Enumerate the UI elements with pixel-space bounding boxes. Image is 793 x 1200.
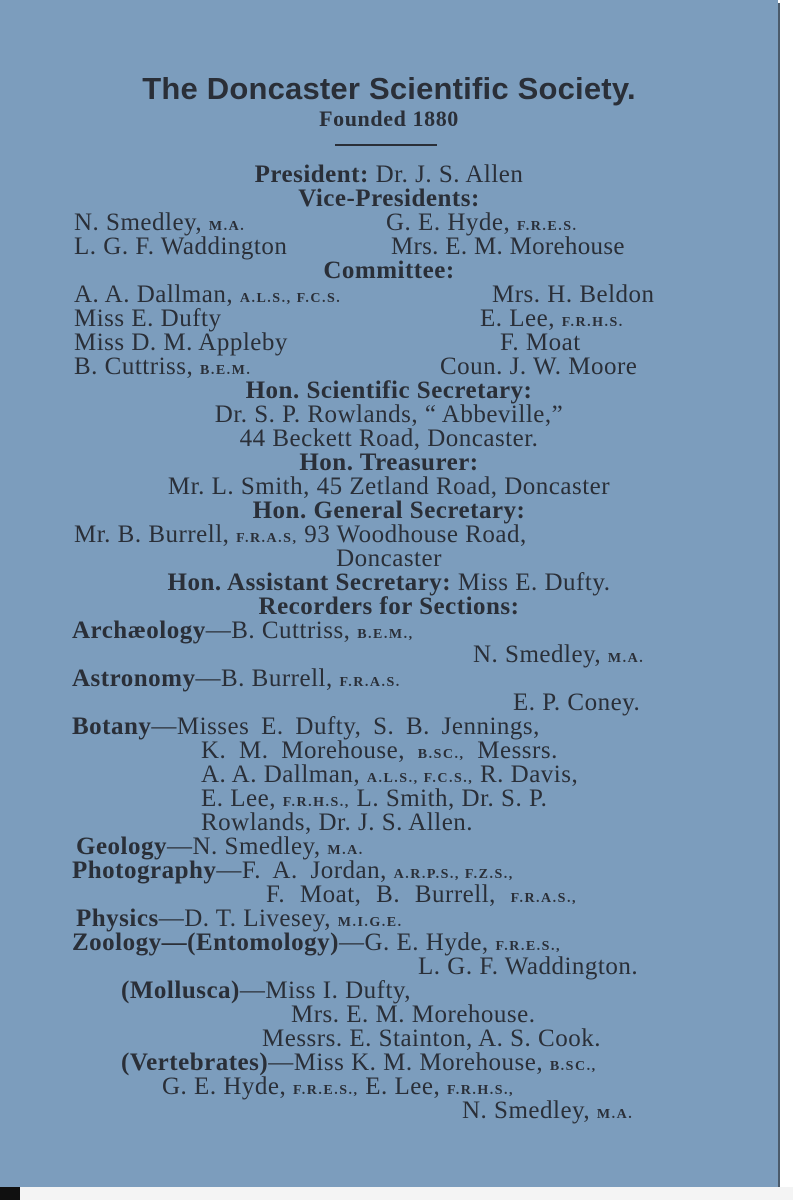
committee-member-6: F. Moat <box>500 329 581 356</box>
vertebrates-suffix-3: F.R.H.S., <box>446 1083 515 1098</box>
vice-presidents-heading: Vice-Presidents: <box>298 185 480 212</box>
cm1-name: A. A. Dallman, <box>74 281 234 308</box>
physics-label: Physics <box>76 905 159 932</box>
archaeology-recorder-1: —B. Cuttriss, <box>205 617 351 644</box>
president-line <box>0 163 778 187</box>
asst-secretary-label: Hon. Assistant Secretary: <box>167 569 452 596</box>
cm7-suffix: B.E.M. <box>199 363 252 378</box>
mollusca-recorder-1: —Miss I. Dufty, <box>239 977 412 1004</box>
mollusca-line-2: Mrs. E. M. Morehouse. <box>291 1001 536 1028</box>
sci-secretary-heading: Hon. Scientific Secretary: <box>245 377 533 404</box>
photography-recorder-2: F. Moat, B. Burrell, <box>266 881 496 908</box>
vp1-suffix: M.A. <box>208 219 246 234</box>
committee-member-3: Miss E. Dufty <box>74 305 222 332</box>
zoology-line-2: L. G. F. Waddington. <box>418 953 639 980</box>
zoology-recorder-1: —G. E. Hyde, <box>338 929 489 956</box>
vertebrates-recorder-1: —Miss K. M. Morehouse, <box>268 1049 544 1076</box>
astronomy-label: Astronomy <box>72 665 196 692</box>
geology-label: Geology <box>76 833 167 860</box>
committee-member-8: Coun. J. W. Moore <box>440 353 638 380</box>
archaeology-recorder-2: N. Smedley, <box>473 641 602 668</box>
gen-secretary-suffix: F.R.A.S, <box>236 531 298 546</box>
photography-suffix-1: A.R.P.S., F.Z.S., <box>393 867 514 882</box>
committee-heading: Committee: <box>323 257 455 284</box>
zoology-label: Zoology—(Entomology) <box>72 929 339 956</box>
archaeology-line-1 <box>72 619 414 647</box>
founded-line: Founded 1880 <box>319 106 459 131</box>
botany-suffix-4: F.R.H.S., <box>282 795 350 810</box>
vertebrates-suffix-4: M.A. <box>596 1107 634 1122</box>
cm4-suffix: F.R.H.S. <box>561 315 624 330</box>
zoology-suffix-1: F.R.E.S., <box>495 939 561 954</box>
archaeology-line-2 <box>473 643 644 671</box>
botany-text-4b: L. Smith, Dr. S. P. <box>356 785 548 812</box>
physics-suffix: M.I.G.E. <box>337 915 403 930</box>
vp1-name: N. Smedley, <box>74 209 203 236</box>
physics-recorder: —D. T. Livesey, <box>158 905 331 932</box>
vertebrates-label: (Vertebrates) <box>121 1049 269 1076</box>
asst-secretary-name: Miss E. Dufty. <box>457 569 611 596</box>
scan-background-edge <box>0 1187 793 1200</box>
botany-line-1 <box>72 715 540 739</box>
vp2-suffix: F.R.E.S. <box>516 219 578 234</box>
photography-recorder-1: —F. A. Jordan, <box>216 857 387 884</box>
cm7-name: B. Cuttriss, <box>74 353 194 380</box>
photography-label: Photography <box>72 857 217 884</box>
astronomy-recorder-1: —B. Burrell, <box>195 665 333 692</box>
cm1-suffix: A.L.S., F.C.S. <box>239 291 342 306</box>
botany-text-4a: E. Lee, <box>201 785 276 812</box>
gen-secretary-name: Mr. B. Burrell, <box>74 521 230 548</box>
archaeology-label: Archæology <box>72 617 206 644</box>
botany-text-2a: K. M. Morehouse, <box>201 737 406 764</box>
botany-text-1: —Misses E. Dufty, S. B. Jennings, <box>151 713 540 740</box>
gen-secretary-heading: Hon. General Secretary: <box>252 497 526 524</box>
gen-secretary-address: 93 Woodhouse Road, <box>304 521 527 548</box>
astronomy-line-1 <box>72 667 401 695</box>
president-name: Dr. J. S. Allen <box>375 161 524 188</box>
vertebrates-recorder-2: G. E. Hyde, <box>162 1073 287 1100</box>
archaeology-suffix-1: B.E.M., <box>357 627 414 642</box>
botany-label: Botany <box>72 713 152 740</box>
vertebrates-suffix-1: B.SC., <box>549 1059 597 1074</box>
cm4-name: E. Lee, <box>480 305 555 332</box>
title-divider <box>335 144 437 146</box>
botany-suffix-2: B.SC., <box>417 747 465 762</box>
committee-member-5: Miss D. M. Appleby <box>74 329 288 356</box>
vertebrates-recorder-3: E. Lee, <box>365 1073 441 1100</box>
geology-recorder: —N. Smedley, <box>167 833 321 860</box>
vice-president-4: Mrs. E. M. Morehouse <box>391 233 625 260</box>
treasurer-line: Mr. L. Smith, 45 Zetland Road, Doncaster <box>167 473 611 500</box>
archaeology-suffix-2: M.A. <box>607 651 645 666</box>
committee-member-2: Mrs. H. Beldon <box>492 281 655 308</box>
treasurer-heading: Hon. Treasurer: <box>299 449 479 476</box>
sci-secretary-line-1: Dr. S. P. Rowlands, “ Abbeville,” <box>214 401 564 428</box>
botany-line-5: Rowlands, Dr. J. S. Allen. <box>201 809 474 836</box>
astronomy-suffix-1: F.R.A.S. <box>339 675 401 690</box>
photography-suffix-2: F.R.A.S., <box>510 891 577 906</box>
vertebrates-suffix-2: F.R.E.S., <box>292 1083 359 1098</box>
vice-president-3: L. G. F. Waddington <box>74 233 288 260</box>
botany-text-3b: R. Davis, <box>479 761 579 788</box>
sci-secretary-line-2: 44 Beckett Road, Doncaster. <box>239 425 539 452</box>
mollusca-label: (Mollusca) <box>121 977 240 1004</box>
recorders-heading: Recorders for Sections: <box>258 593 520 620</box>
botany-text-3a: A. A. Dallman, <box>201 761 361 788</box>
botany-suffix-3: A.L.S., F.C.S., <box>366 771 474 786</box>
asst-secretary-line <box>0 571 778 595</box>
vertebrates-recorder-4: N. Smedley, <box>462 1097 591 1124</box>
botany-text-2b: Messrs. <box>477 737 558 764</box>
president-label: President: <box>254 161 369 188</box>
gen-secretary-line-2: Doncaster <box>336 545 442 572</box>
mollusca-line-1 <box>121 979 411 1003</box>
astronomy-line-2: E. P. Coney. <box>513 689 641 716</box>
society-title: The Doncaster Scientific Society. <box>142 71 636 106</box>
vertebrates-line-3 <box>462 1099 633 1127</box>
vp2-name: G. E. Hyde, <box>386 209 511 236</box>
mollusca-line-3: Messrs. E. Stainton, A. S. Cook. <box>262 1025 601 1052</box>
geology-suffix: M.A. <box>327 843 364 858</box>
